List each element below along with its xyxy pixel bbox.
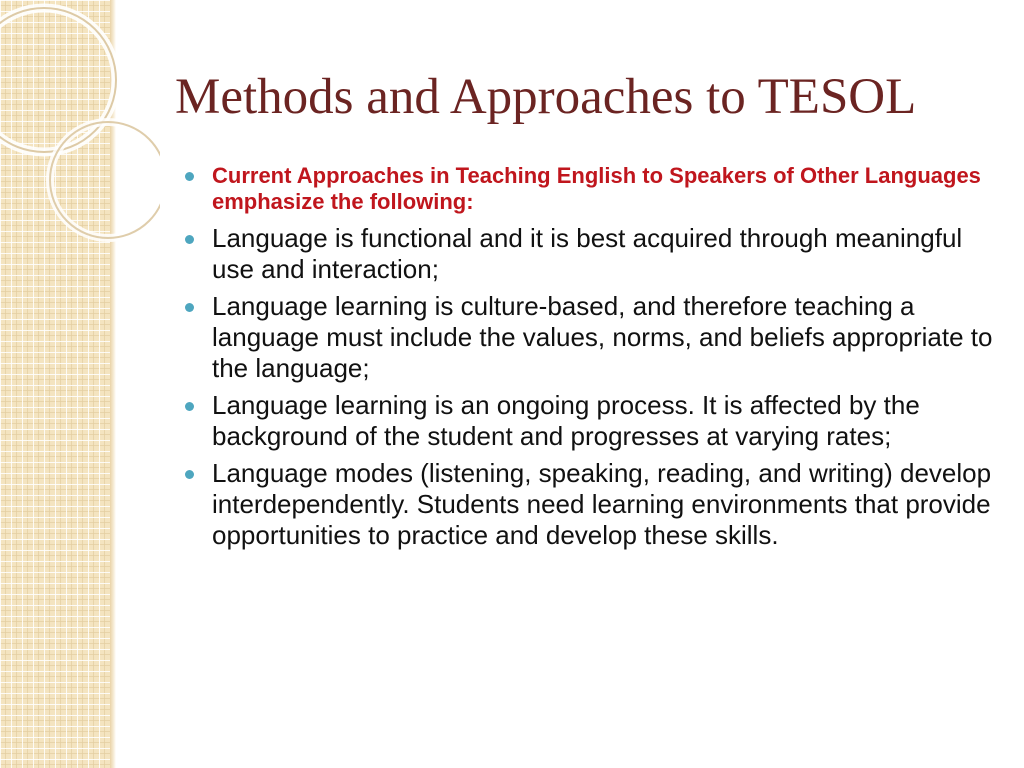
bullet-item	[185, 223, 995, 285]
bullet-item	[185, 458, 995, 551]
bullet-icon	[185, 470, 194, 479]
bullet-icon	[185, 235, 194, 244]
slide-title: Methods and Approaches to TESOL	[175, 69, 917, 125]
bullet-text: Language learning is an ongoing process. It is affected by the background of the student and progresses at varying rates;	[212, 390, 920, 451]
bullet-text: Language is functional and it is best acquired through meaningful use and interaction;	[212, 223, 963, 284]
ring-large	[0, 8, 116, 152]
bullet-icon	[185, 402, 194, 411]
bullet-text: Language learning is culture-based, and therefore teaching a language must include the values, norms, and beliefs appropriate to the language;	[212, 291, 993, 383]
bullet-item	[185, 291, 995, 384]
ring-small-outline	[50, 122, 160, 238]
bullet-item-lead	[185, 163, 995, 215]
bullet-text: Current Approaches in Teaching English to Speakers of Other Languages emphasize the following:	[212, 163, 981, 214]
bullet-list	[185, 163, 995, 557]
bullet-icon	[185, 303, 194, 312]
bullet-item	[185, 390, 995, 452]
bullet-text: Language modes (listening, speaking, reading, and writing) develop interdependently. Students need learning environments that provide opportunities to practice and develop these skills.	[212, 458, 992, 550]
bullet-icon	[185, 172, 194, 181]
concentric-rings-decoration	[0, 0, 160, 300]
